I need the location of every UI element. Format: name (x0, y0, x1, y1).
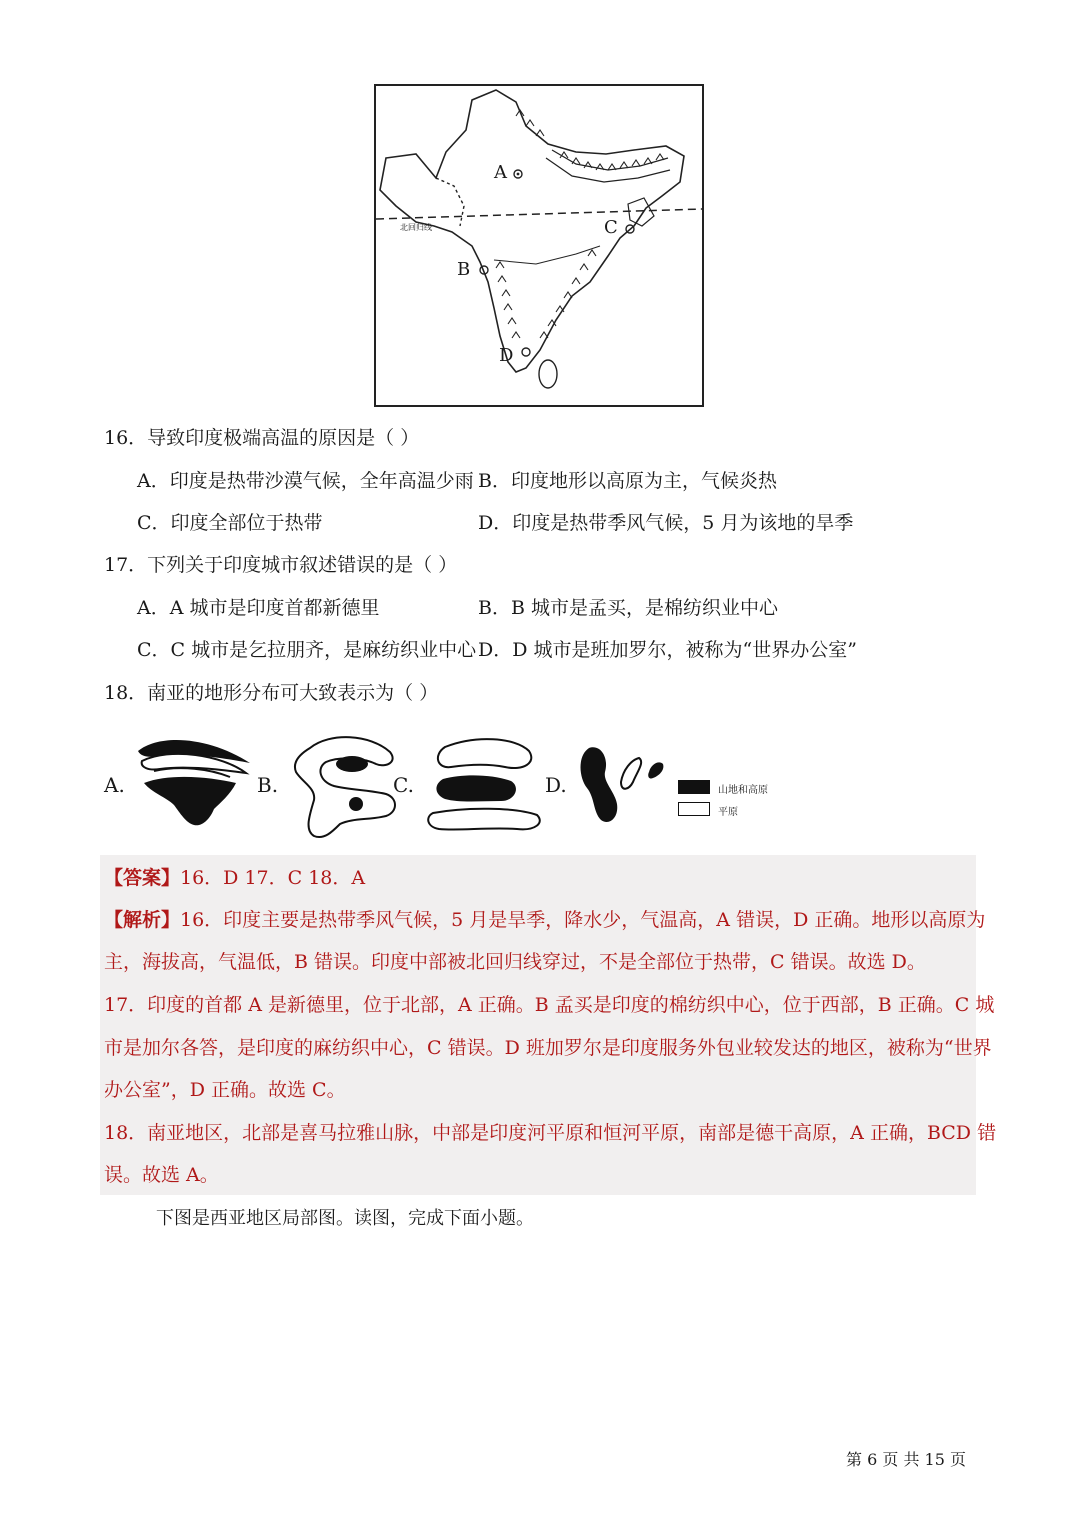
city-d-point (522, 348, 530, 356)
terrain-option-c-figure (425, 735, 550, 835)
sri-lanka (539, 360, 557, 388)
terrain-option-b-label: B. (257, 773, 279, 797)
western-ghats (496, 262, 520, 338)
bangladesh (628, 198, 654, 226)
map-label-c: C (604, 217, 618, 238)
legend-plain-swatch (678, 802, 710, 816)
analysis-line-1: 16．印度主要是热带季风气候，5 月是旱季，降水少，气温高，A 错误，D 正确。地形以高原为 (180, 909, 986, 931)
question-16-option-c: C．印度全部位于热带 (137, 512, 323, 534)
map-label-b: B (457, 259, 471, 280)
question-16-stem: 16．导致印度极端高温的原因是（ ） (104, 427, 420, 449)
question-16-option-b: B．印度地形以高原为主，气候炎热 (478, 470, 777, 492)
terrain-option-b-figure (290, 728, 405, 843)
analysis-tag: 【解析】 (104, 909, 181, 931)
analysis-line-5: 办公室”，D 正确。故选 C。 (104, 1079, 346, 1101)
answer-tag: 【答案】 (104, 867, 181, 889)
plateau-line (494, 246, 600, 264)
analysis-line-3: 17．印度的首都 A 是新德里，位于北部，A 正确。B 孟买是印度的棉纺织中心，位于西部，B 正确。C 城 (104, 994, 995, 1016)
terrain-option-d-label: D. (545, 773, 567, 797)
answer-text: 16．D 17．C 18．A (180, 867, 366, 889)
himalaya-mountains (516, 110, 664, 170)
next-section-intro: 下图是西亚地区局部图。读图，完成下面小题。 (156, 1208, 534, 1229)
question-17-option-c: C．C 城市是乞拉朋齐，是麻纺织业中心 (137, 639, 477, 661)
map-label-a: A (494, 162, 507, 183)
terrain-option-c-label: C. (393, 773, 414, 797)
question-17-option-d: D．D 城市是班加罗尔，被称为“世界办公室” (478, 639, 857, 661)
question-17-option-a: A．A 城市是印度首都新德里 (137, 597, 380, 619)
question-17-stem: 17．下列关于印度城市叙述错误的是（ ） (104, 554, 458, 576)
eastern-ghats (540, 250, 596, 338)
question-16-option-a: A．印度是热带沙漠气候，全年高温少雨 (137, 470, 474, 492)
border-line (436, 178, 464, 226)
page-footer: 第 6 页 共 15 页 (846, 1450, 966, 1469)
map-label-d: D (499, 345, 514, 366)
terrain-option-a-figure (130, 733, 260, 833)
question-17-option-b: B．B 城市是孟买，是棉纺织业中心 (478, 597, 778, 619)
legend-mountain-label: 山地和高原 (718, 785, 768, 796)
map-tropic-label: 北回归线 (400, 223, 432, 232)
analysis-line-6: 18．南亚地区，北部是喜马拉雅山脉，中部是印度河平原和恒河平原，南部是德干高原，A 正确，BCD 错 (104, 1122, 997, 1144)
analysis-line-7: 误。故选 A。 (104, 1164, 219, 1186)
question-18-stem: 18．南亚的地形分布可大致表示为（ ） (104, 682, 439, 704)
question-16-option-d: D．印度是热带季风气候，5 月为该地的旱季 (478, 512, 854, 534)
terrain-option-d-figure (575, 742, 670, 827)
legend-plain-label: 平原 (718, 807, 738, 818)
south-asia-map (374, 84, 704, 407)
analysis-line-2: 主，海拔高，气温低，B 错误。印度中部被北回归线穿过，不是全部位于热带，C 错误。故选 D。 (104, 951, 926, 973)
terrain-option-a-label: A. (104, 773, 125, 797)
legend-mountain-swatch (678, 780, 710, 794)
south-asia-map-drawing (376, 86, 702, 405)
analysis-line-4: 市是加尔各答，是印度的麻纺织中心，C 错误。D 班加罗尔是印度服务外包业较发达的地区，被称为“世界 (104, 1037, 992, 1059)
